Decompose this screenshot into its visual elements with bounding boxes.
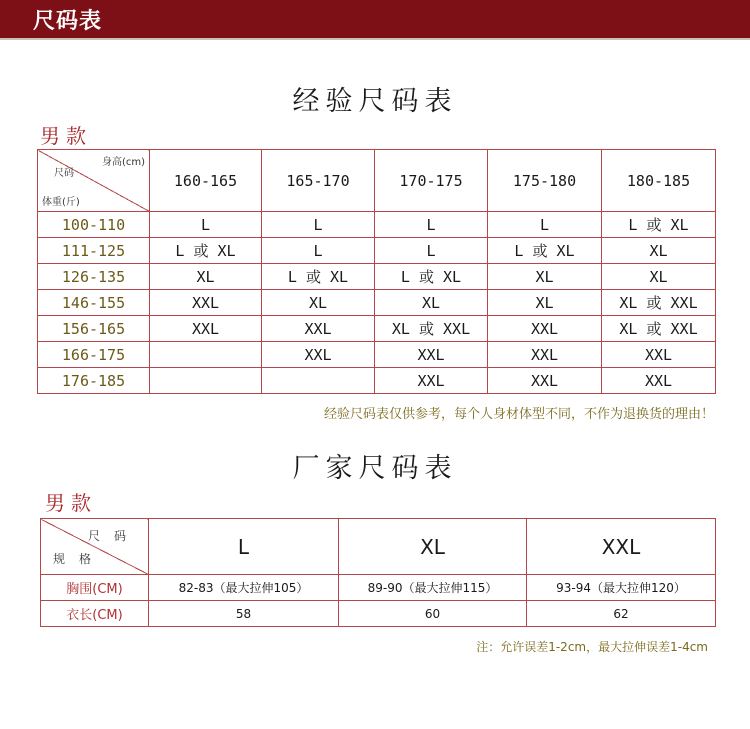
table-row <box>38 368 716 394</box>
size-cell: L 或 XL <box>488 238 602 264</box>
weight-label: 100-110 <box>38 212 150 238</box>
size-cell: XL <box>375 290 488 316</box>
size-cell: L <box>375 238 488 264</box>
size-cell: XXL <box>262 316 375 342</box>
corner-height-label: 身高(cm) <box>101 157 145 168</box>
size-header: XL <box>339 519 527 575</box>
weight-label: 176-185 <box>38 368 150 394</box>
size-cell: XL <box>488 264 602 290</box>
corner-spec-label: 规格 <box>53 552 106 566</box>
size-cell: L 或 XL <box>602 212 716 238</box>
spec-value: 58 <box>149 601 339 627</box>
table-row <box>38 316 716 342</box>
size-cell: XXL <box>602 368 716 394</box>
table-corner-cell <box>38 150 150 212</box>
factory-tolerance-note: 注：允许误差1-2cm，最大拉伸误差1-4cm <box>476 640 708 654</box>
experience-disclaimer: 经验尺码表仅供参考，每个人身材体型不同，不作为退换货的理由！ <box>323 407 714 422</box>
height-header: 180-185 <box>602 150 716 212</box>
spec-value: 62 <box>527 601 716 627</box>
spec-value: 93-94（最大拉伸120） <box>527 575 716 601</box>
weight-label: 156-165 <box>38 316 150 342</box>
table-row <box>38 342 716 368</box>
table-row <box>41 575 716 601</box>
size-cell: XL <box>602 238 716 264</box>
size-cell: XL 或 XXL <box>602 316 716 342</box>
experience-gender-label: 男款 <box>40 124 92 148</box>
factory-title: 厂家尺码表 <box>292 453 458 484</box>
table-row <box>38 212 716 238</box>
size-cell <box>262 368 375 394</box>
size-cell: L <box>488 212 602 238</box>
size-cell: L <box>150 212 262 238</box>
height-header: 160-165 <box>150 150 262 212</box>
size-cell: XL <box>262 290 375 316</box>
size-cell: XXL <box>375 342 488 368</box>
size-cell: XXL <box>150 316 262 342</box>
size-cell: L 或 XL <box>150 238 262 264</box>
size-cell: XL 或 XXL <box>375 316 488 342</box>
height-header: 175-180 <box>488 150 602 212</box>
size-cell: XXL <box>488 316 602 342</box>
corner-size-label: 尺码 <box>54 168 74 179</box>
size-cell: XXL <box>488 368 602 394</box>
table-corner-cell <box>41 519 149 575</box>
size-cell: XXL <box>602 342 716 368</box>
spec-value: 82-83（最大拉伸105） <box>149 575 339 601</box>
size-cell: XXL <box>375 368 488 394</box>
size-cell <box>150 342 262 368</box>
table-row <box>41 601 716 627</box>
height-header: 170-175 <box>375 150 488 212</box>
experience-title: 经验尺码表 <box>292 86 458 117</box>
size-cell: XXL <box>262 342 375 368</box>
size-cell: L 或 XL <box>262 264 375 290</box>
factory-size-table <box>40 518 716 627</box>
spec-value: 60 <box>339 601 527 627</box>
size-header: XXL <box>527 519 716 575</box>
weight-label: 126-135 <box>38 264 150 290</box>
spec-value: 89-90（最大拉伸115） <box>339 575 527 601</box>
weight-label: 111-125 <box>38 238 150 264</box>
size-cell: XL <box>150 264 262 290</box>
size-cell <box>150 368 262 394</box>
weight-label: 146-155 <box>38 290 150 316</box>
size-header: L <box>149 519 339 575</box>
weight-label: 166-175 <box>38 342 150 368</box>
height-header: 165-170 <box>262 150 375 212</box>
size-cell: L <box>375 212 488 238</box>
spec-label: 胸围(CM) <box>41 575 149 601</box>
size-cell: XXL <box>150 290 262 316</box>
size-cell: XL 或 XXL <box>602 290 716 316</box>
header-title: 尺码表 <box>33 9 103 34</box>
size-cell: L <box>262 212 375 238</box>
size-cell: XL <box>488 290 602 316</box>
size-cell: XXL <box>488 342 602 368</box>
size-cell: L <box>262 238 375 264</box>
header-bar <box>0 0 750 40</box>
experience-size-table <box>37 149 716 394</box>
table-row <box>38 290 716 316</box>
table-row <box>38 264 716 290</box>
size-cell: L 或 XL <box>375 264 488 290</box>
size-cell: XL <box>602 264 716 290</box>
factory-gender-label: 男款 <box>45 491 97 515</box>
table-row <box>38 238 716 264</box>
corner-size-label: 尺码 <box>87 529 140 543</box>
spec-label: 衣长(CM) <box>41 601 149 627</box>
corner-weight-label: 体重(斤) <box>42 197 80 208</box>
